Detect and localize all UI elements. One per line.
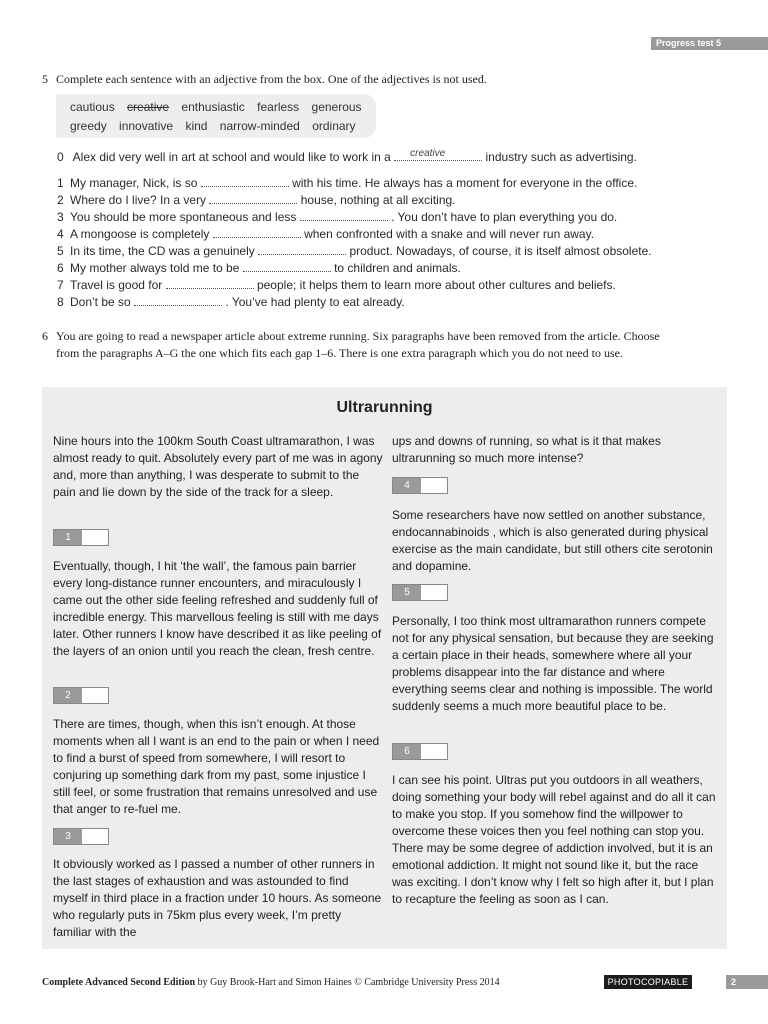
word: narrow-minded bbox=[219, 119, 300, 133]
item-number: 1 bbox=[57, 176, 64, 190]
sentence-end: product. Nowadays, of course, it is itself almost obsolete. bbox=[349, 244, 652, 258]
article-panel bbox=[42, 387, 727, 949]
answer-blank[interactable] bbox=[201, 175, 289, 187]
item-number: 2 bbox=[57, 193, 64, 207]
article-paragraph: Personally, I too think most ultramarathon runners compete not for any physical sensation, but because they are seeking a certain place in their heads, somewhere where all your problems disappear into the far distance and where everything seems clear and nothing is impossible. The world suddenly seems a much more beautiful place to be. bbox=[392, 614, 714, 713]
answer-blank[interactable] bbox=[209, 192, 297, 204]
gap-box-5[interactable]: 5 bbox=[392, 584, 448, 601]
item-number: 0 bbox=[57, 150, 64, 164]
sentence-start: My manager, Nick, is so bbox=[70, 176, 198, 190]
word-row-1 bbox=[70, 100, 371, 114]
sentence-start: My mother always told me to be bbox=[70, 261, 240, 275]
credit-text: by Guy Brook-Hart and Simon Haines © Cambridge University Press 2014 bbox=[197, 977, 500, 988]
item-number: 7 bbox=[57, 278, 64, 292]
sentence-item bbox=[57, 209, 617, 226]
article-paragraph: Eventually, though, I hit ‘the wall’, the famous pain barrier every long-distance runner encounters, and miraculously I came out the other side feeling refreshed and suddenly full of incredible energy. This marvellous feeling is still with me days later. Other runners I know have described it as like peeling of the layers of an onion until you reach the clean, fresh centre. bbox=[53, 559, 382, 658]
article-paragraph: Some researchers have now settled on another substance, endocannabinoids , which is also generated during physical exercise as the main candidate, but still others cite serotonin and dopamine. bbox=[392, 508, 713, 573]
word: cautious bbox=[70, 100, 115, 114]
answer-blank bbox=[394, 149, 482, 161]
sentence-item bbox=[57, 260, 461, 277]
word-row-2 bbox=[70, 119, 365, 133]
gap-box-6[interactable]: 6 bbox=[392, 743, 448, 760]
section-tag: Progress test 5 bbox=[651, 37, 768, 50]
answer-blank[interactable] bbox=[213, 226, 301, 238]
word: generous bbox=[311, 100, 362, 114]
sentence-start: A mongoose is completely bbox=[70, 227, 210, 241]
answer-blank[interactable] bbox=[134, 294, 222, 306]
word: fearless bbox=[257, 100, 300, 114]
sentence-end: industry such as advertising. bbox=[485, 150, 637, 164]
word: ordinary bbox=[312, 119, 356, 133]
answer-blank[interactable] bbox=[166, 277, 254, 289]
task-instruction: Complete each sentence with an adjective from the box. One of the adjectives is not used. bbox=[56, 72, 487, 86]
word-used: creative bbox=[127, 100, 170, 114]
sentence-end: . You don’t have to plan everything you do. bbox=[391, 210, 618, 224]
task-number: 5 bbox=[42, 72, 48, 86]
sentence-end: when confronted with a snake and will never run away. bbox=[304, 227, 595, 241]
photocopiable-badge: PHOTOCOPIABLE bbox=[604, 975, 692, 989]
item-number: 3 bbox=[57, 210, 64, 224]
word: innovative bbox=[119, 119, 174, 133]
answer-blank[interactable] bbox=[258, 243, 346, 255]
item-number: 8 bbox=[57, 295, 64, 309]
example-sentence bbox=[57, 149, 637, 166]
sentence-end: house, nothing at all exciting. bbox=[300, 193, 456, 207]
word: greedy bbox=[70, 119, 107, 133]
sentence-item bbox=[57, 192, 456, 209]
sentence-end: with his time. He always has a moment for everyone in the office. bbox=[292, 176, 638, 190]
gap-box-2[interactable]: 2 bbox=[53, 687, 109, 704]
item-number: 6 bbox=[57, 261, 64, 275]
task-number: 6 bbox=[42, 329, 48, 343]
article-paragraph: Nine hours into the 100km South Coast ultramarathon, I was almost ready to quit. Absolutely every part of me was in agony and, more than anything, I was desperate to submit to the pain and lie down by the side of the track for a sleep. bbox=[53, 434, 383, 499]
sentence-item bbox=[57, 243, 652, 260]
answer-blank[interactable] bbox=[300, 209, 388, 221]
sentence-start: You should be more spontaneous and less bbox=[70, 210, 297, 224]
answer-blank[interactable] bbox=[243, 260, 331, 272]
sentence-start: In its time, the CD was a genuinely bbox=[70, 244, 255, 258]
word-box bbox=[56, 94, 376, 138]
word: kind bbox=[185, 119, 208, 133]
sentence-start: Where do I live? In a very bbox=[70, 193, 207, 207]
sentence-item bbox=[57, 277, 616, 294]
article-paragraph: There are times, though, when this isn’t enough. At those moments when all I want is an end to the pain or when I need to find a burst of speed from somewhere, I will resort to conjuring up something dark from my past, some injustice I still feel, or some frustration that remains unresolved and use that anger to re-fuel me. bbox=[53, 717, 380, 816]
sentence-start: Travel is good for bbox=[70, 278, 163, 292]
item-number: 5 bbox=[57, 244, 64, 258]
article-paragraph: It obviously worked as I passed a number of other runners in the last stages of exhaustion and was astounded to find myself in third place in a fraction under 10 hours. As someone who regularly puts in 75km plus every week, I’m pretty familiar with the bbox=[53, 857, 382, 939]
sentence-end: to children and animals. bbox=[334, 261, 461, 275]
page-number: 2 bbox=[726, 975, 768, 989]
gap-box-1[interactable]: 1 bbox=[53, 529, 109, 546]
gap-box-3[interactable]: 3 bbox=[53, 828, 109, 845]
sentence-item bbox=[57, 294, 405, 311]
sentence-end: . You’ve had plenty to eat already. bbox=[225, 295, 405, 309]
example-answer: creative bbox=[410, 148, 446, 159]
gap-box-4[interactable]: 4 bbox=[392, 477, 448, 494]
article-paragraph: I can see his point. Ultras put you outdoors in all weathers, doing something your body will rebel against and do all it can to make you stop. If you somehow find the willpower to overcome these voices then you feel nothing can stop you. There may be some degree of addiction involved, but it is an emotional addiction. It might not sound like it, but the race was exciting. I don’t know why I felt so high after it, but I plan to recapture the feeling as soon as I can. bbox=[392, 773, 716, 906]
sentence-start: Alex did very well in art at school and would like to work in a bbox=[72, 150, 391, 164]
sentence-item bbox=[57, 175, 637, 192]
sentence-end: people; it helps them to learn more about other cultures and beliefs. bbox=[256, 278, 616, 292]
sentence-item bbox=[57, 226, 594, 243]
item-number: 4 bbox=[57, 227, 64, 241]
article-title: Ultrarunning bbox=[336, 399, 433, 416]
task-instruction: You are going to read a newspaper article about extreme running. Six paragraphs have been removed from the article. Choose from the paragraphs A–G the one which fits each gap 1–6. There is one extra paragraph which you do not need to use. bbox=[56, 329, 660, 360]
book-title: Complete Advanced Second Edition bbox=[42, 977, 196, 988]
word: enthusiastic bbox=[181, 100, 245, 114]
article-paragraph: ups and downs of running, so what is it that makes ultrarunning so much more intense? bbox=[392, 434, 661, 465]
footer-credit bbox=[42, 977, 500, 988]
sentence-start: Don’t be so bbox=[70, 295, 131, 309]
